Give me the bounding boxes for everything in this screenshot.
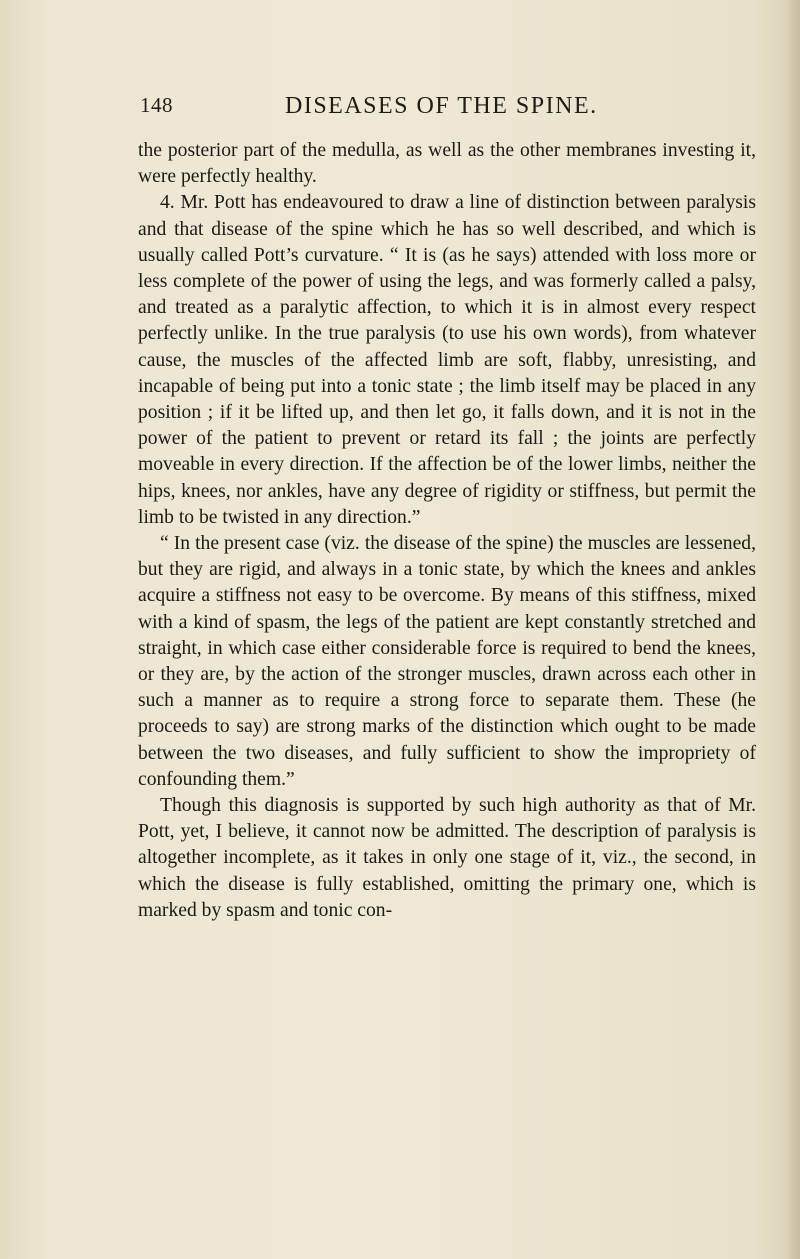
running-title: DISEASES OF THE SPINE. [285,93,598,119]
paragraph-diagnosis: Though this diagnosis is supported by such high authority as that of Mr. Pott, yet, I believe, it cannot now be admitted. The description of paralysis is altogether incomplete, as it takes in only one stage of it, viz., the second, in which the disease is fully established, omitting the primary one, which is marked by spasm and tonic con- [138,795,756,921]
paragraph-continuation: the posterior part of the medulla, as well as the other membranes investing it, were perfectly healthy. [138,140,756,188]
page-edge-shadow [786,0,800,1259]
paragraph-present-case: “ In the present case (viz. the disease of the spine) the muscles are lessened, but they are rigid, and always in a tonic state, by which the knees and ankles acquire a stiffness not easy to be overcome. By means of this stiffness, mixed with a kind of spasm, the legs of the patient are kept constantly stretched and straight, in which case either considerable force is required to bend the knees, or they are, by the action of the stronger muscles, drawn across each other in such a manner as to require a strong force to separate them. These (he proceeds to say) are strong marks of the distinction which ought to be made between the two diseases, and fully sufficient to show the impropriety of confounding them.” [138,533,756,790]
page-number: 148 [140,93,173,117]
page-header [140,93,680,123]
body-text [138,138,756,924]
paragraph-pott-quote: 4. Mr. Pott has endeavoured to draw a line of distinction between paralysis and that disease of the spine which he has so well described, and which is usually called Pott’s curvature. “ It is (as he says) attended with loss more or less complete of the power of using the legs, and was formerly called a palsy, and treated as a paralytic affection, to which it is in almost every respect perfectly unlike. In the true paralysis (to use his own words), from whatever cause, the muscles of the affected limb are soft, flabby, unresisting, and incapable of being put into a tonic state ; the limb itself may be placed in any position ; if it be lifted up, and then let go, it falls down, and it is not in the power of the patient to prevent or retard its fall ; the joints are perfectly moveable in every direction. If the affection be of the lower limbs, neither the hips, knees, nor ankles, have any degree of rigidity or stiffness, but permit the limb to be twisted in any direction.” [138,192,756,528]
